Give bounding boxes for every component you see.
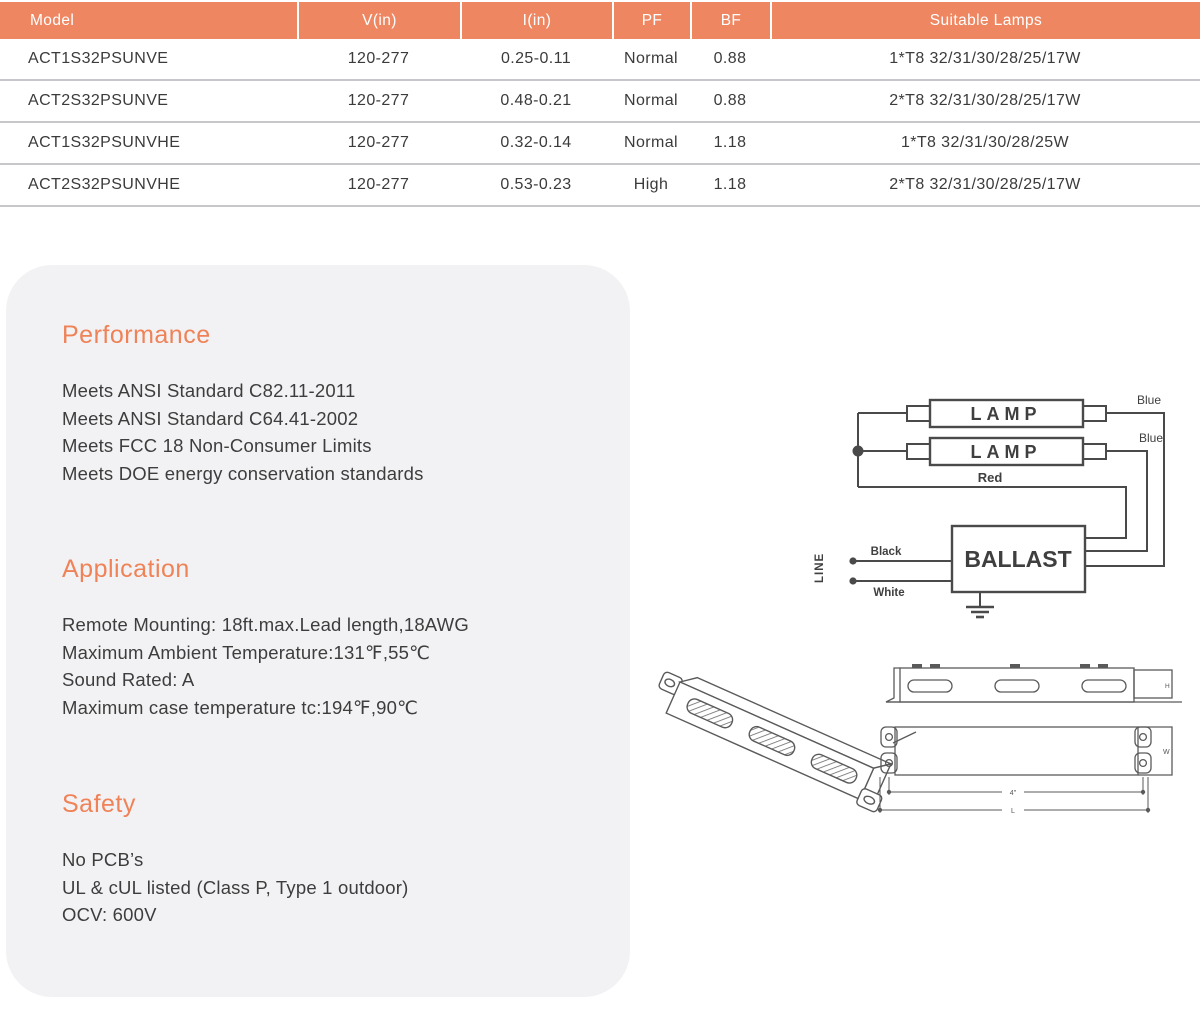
cell-vin: 120-277 — [347, 50, 410, 67]
table-row — [0, 123, 1200, 165]
cell-model: ACT2S32PSUNVHE — [28, 176, 181, 193]
performance-item: Meets ANSI Standard C64.41-2002 — [62, 407, 359, 429]
header-iin: I(in) — [460, 2, 612, 39]
cell-lamps: 1*T8 32/31/30/28/25/17W — [889, 50, 1081, 67]
mount-dim-label: 4" — [1009, 790, 1017, 797]
junction-dot — [854, 447, 863, 456]
application-item: Maximum Ambient Temperature:131℉,55℃ — [62, 641, 431, 663]
width-dim-label: W — [1163, 749, 1170, 756]
cell-pf: Normal — [624, 134, 678, 151]
blue2-label: Blue — [1139, 431, 1164, 445]
cell-lamps: 1*T8 32/31/30/28/25W — [900, 134, 1070, 151]
black-label: Black — [870, 546, 902, 558]
cell-iin: 0.53-0.23 — [500, 176, 572, 193]
performance-title: Performance — [62, 321, 211, 349]
ballast-label: BALLAST — [964, 546, 1072, 572]
ballast-side-view — [886, 664, 1182, 702]
cell-iin: 0.25-0.11 — [500, 50, 572, 67]
cell-bf: 0.88 — [713, 92, 747, 109]
ground-icon — [966, 592, 994, 617]
cell-iin: 0.32-0.14 — [500, 134, 572, 151]
cell-bf: 0.88 — [713, 50, 747, 67]
lamp2-label: LAMP — [970, 442, 1042, 462]
spec-table — [0, 2, 1200, 207]
cell-bf: 1.18 — [713, 134, 747, 151]
performance-item: Meets ANSI Standard C82.11-2011 — [62, 380, 356, 401]
application-title: Application — [62, 555, 190, 583]
cell-vin: 120-277 — [347, 176, 410, 193]
cell-model: ACT2S32PSUNVE — [28, 92, 169, 109]
spec-table-header-row — [0, 2, 1200, 39]
table-row — [0, 165, 1200, 207]
application-item: Maximum case temperature tc:194℉,90℃ — [62, 696, 419, 718]
application-list — [62, 611, 469, 721]
table-row — [0, 39, 1200, 81]
blue-wire-2 — [1085, 451, 1147, 551]
white-label: White — [873, 587, 905, 599]
cell-vin: 120-277 — [347, 134, 410, 151]
performance-list — [62, 377, 424, 487]
header-vin: V(in) — [297, 2, 460, 39]
safety-list — [62, 846, 409, 929]
cell-iin: 0.48-0.21 — [500, 92, 572, 109]
line-label: LINE — [814, 552, 826, 583]
safety-item: UL & cUL listed (Class P, Type 1 outdoor) — [62, 876, 409, 898]
safety-item: No PCB’s — [62, 849, 144, 870]
lamp1-label: LAMP — [970, 404, 1042, 424]
cell-lamps: 2*T8 32/31/30/28/25/17W — [889, 176, 1081, 193]
header-model: Model — [30, 11, 75, 29]
safety-item: OCV: 600V — [62, 904, 157, 925]
table-row — [0, 81, 1200, 123]
ballast-isometric-view — [650, 665, 896, 813]
cell-lamps: 2*T8 32/31/30/28/25/17W — [889, 92, 1081, 109]
header-bf: BF — [690, 2, 770, 39]
performance-item: Meets FCC 18 Non-Consumer Limits — [62, 435, 372, 456]
cell-pf: High — [633, 176, 669, 193]
height-dim-label: H — [1165, 683, 1170, 690]
info-panel — [6, 265, 630, 997]
header-suitable-lamps: Suitable Lamps — [770, 2, 1200, 39]
cell-pf: Normal — [624, 50, 678, 67]
wiring-diagram — [785, 388, 1170, 633]
cell-model: ACT1S32PSUNVHE — [28, 134, 181, 151]
ballast-top-view — [878, 727, 1172, 815]
cell-bf: 1.18 — [713, 176, 747, 193]
length-dim-label: L — [1011, 808, 1015, 815]
header-pf: PF — [612, 2, 690, 39]
performance-item: Meets DOE energy conservation standards — [62, 462, 424, 484]
red-label: Red — [977, 470, 1003, 485]
blue1-label: Blue — [1137, 393, 1162, 407]
safety-title: Safety — [62, 790, 136, 818]
application-item: Sound Rated: A — [62, 669, 195, 690]
mechanical-drawings — [650, 640, 1200, 845]
application-item: Remote Mounting: 18ft.max.Lead length,18AWG — [62, 614, 469, 635]
cell-model: ACT1S32PSUNVE — [28, 50, 169, 67]
cell-pf: Normal — [624, 92, 678, 109]
cell-vin: 120-277 — [347, 92, 410, 109]
